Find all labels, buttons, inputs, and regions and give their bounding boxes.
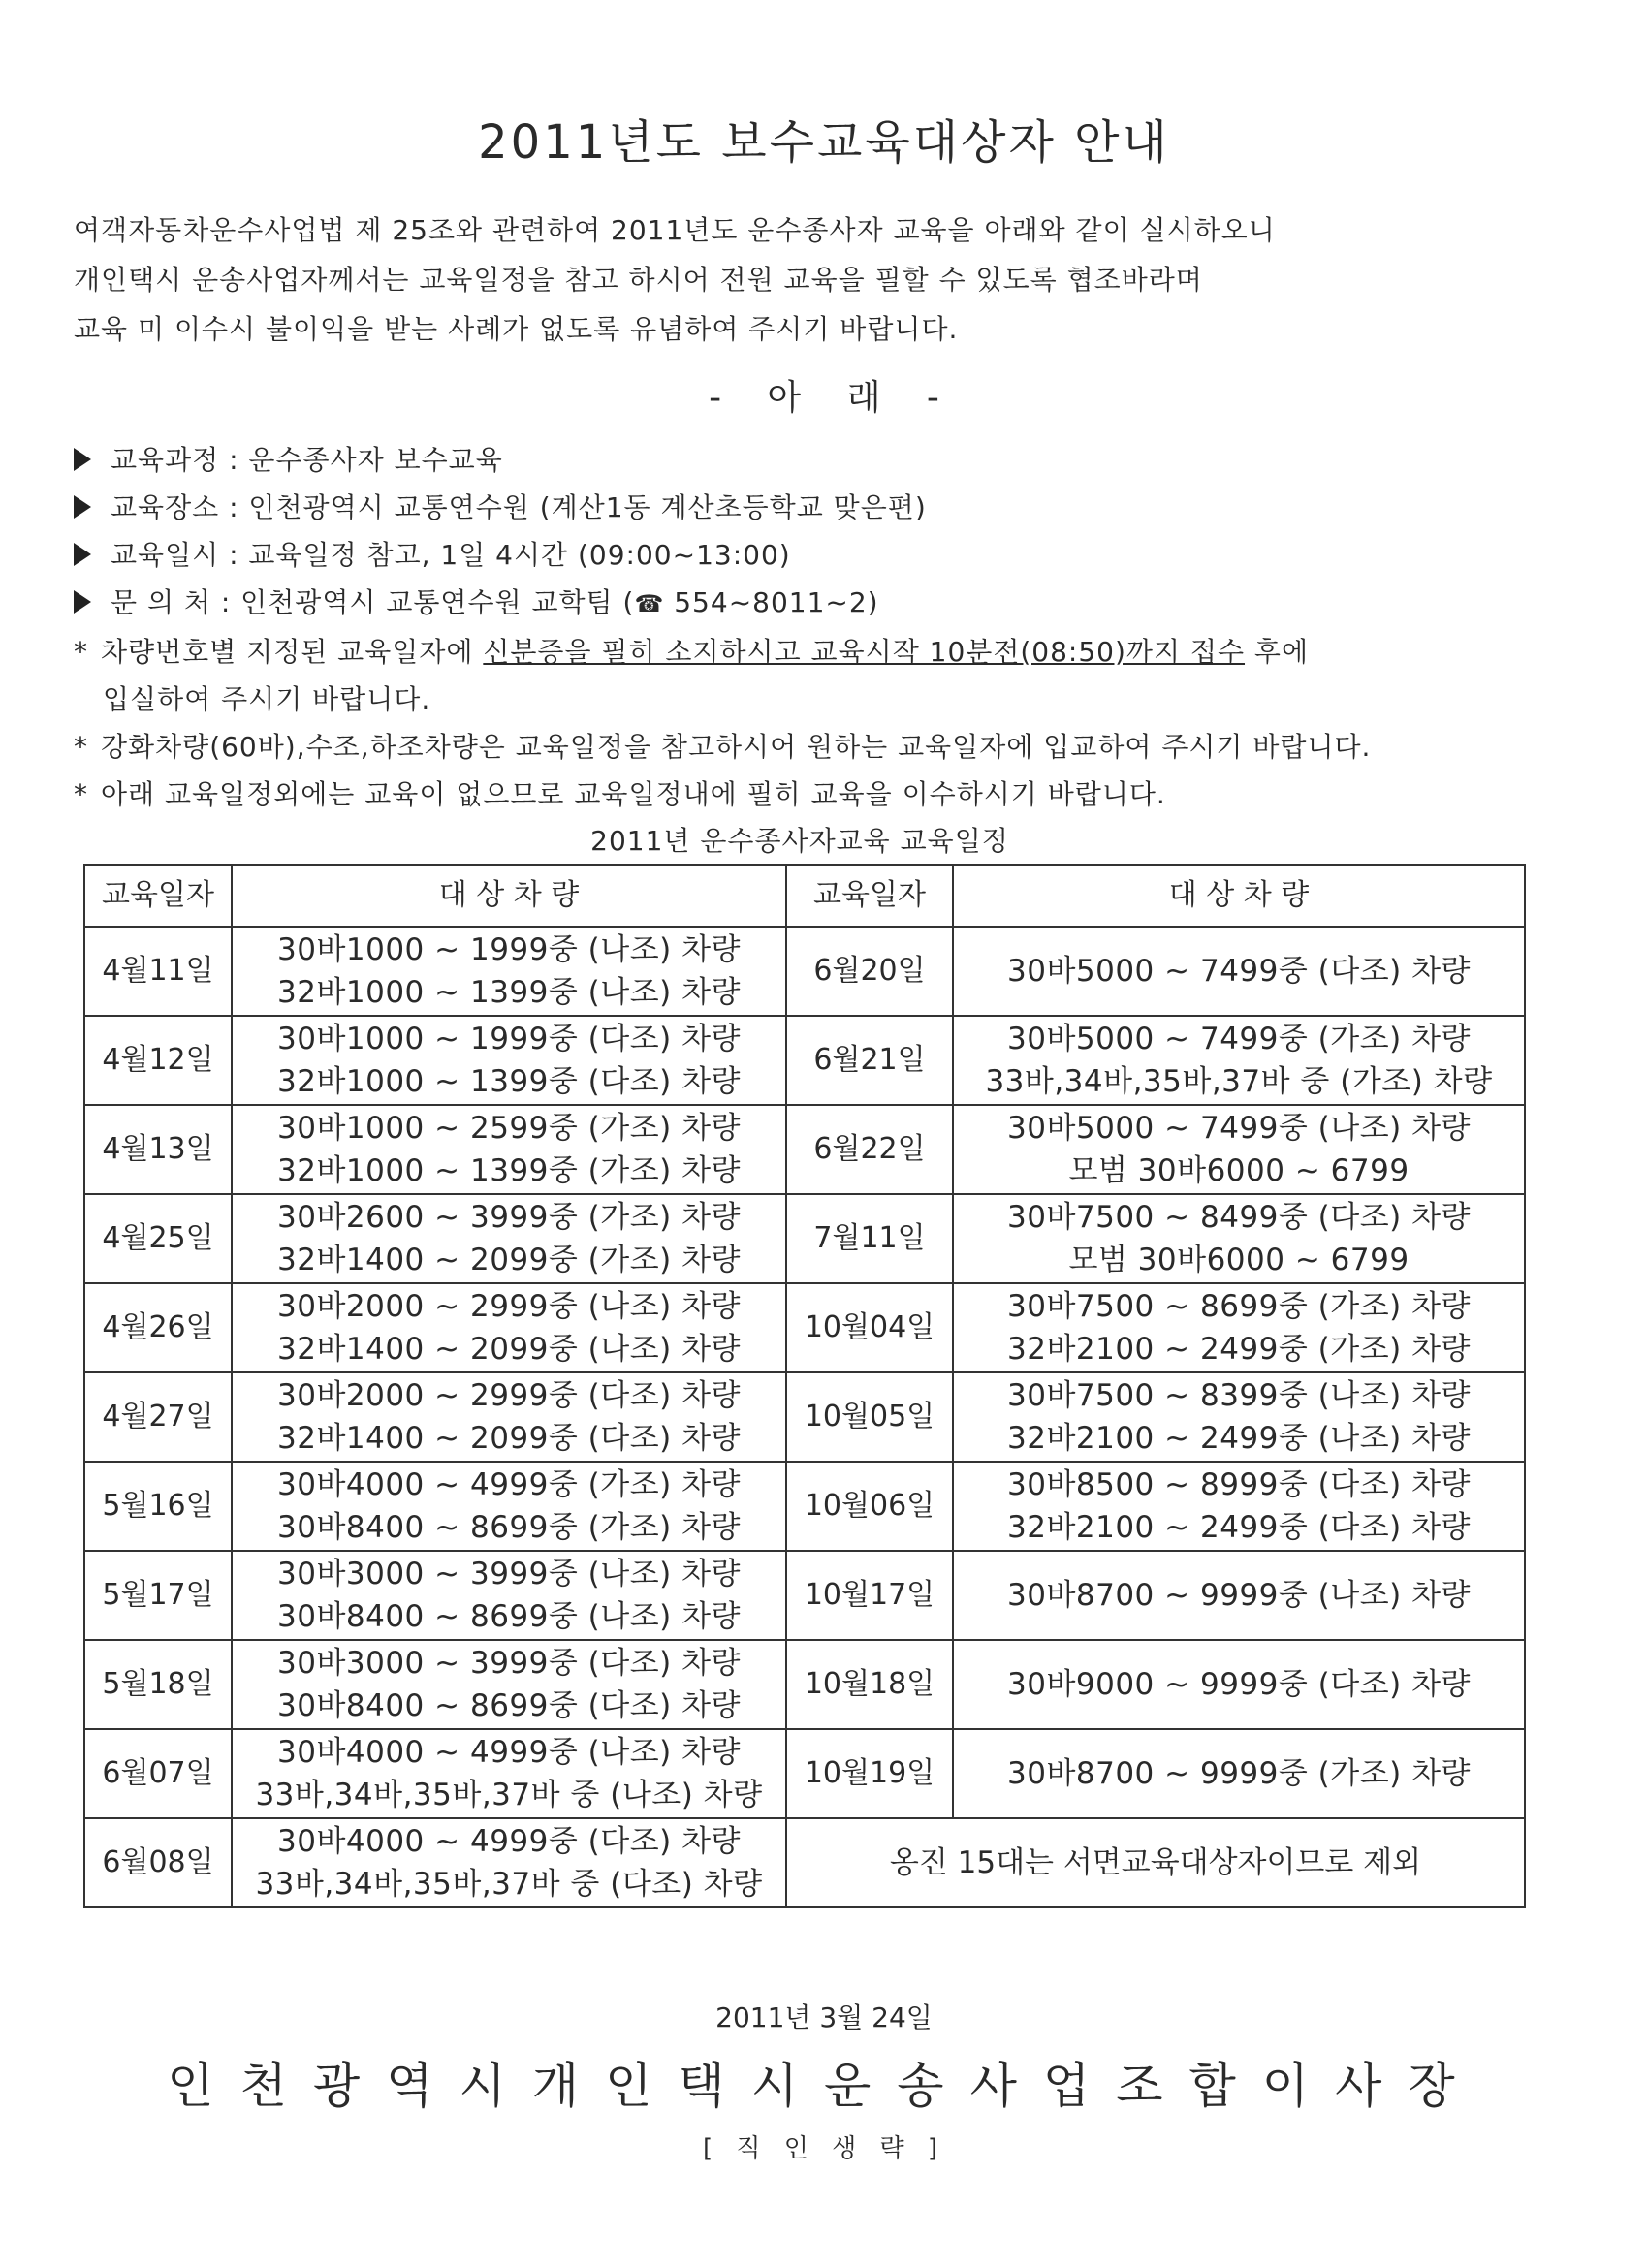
vehicle-range-cell [232, 1729, 786, 1818]
vehicle-range-cell [232, 927, 786, 1016]
intro-line: 교육 미 이수시 불이익을 받는 사례가 없도록 유념하여 주시기 바랍니다. [74, 313, 959, 345]
contact-number: 554~8011~2) [664, 586, 879, 618]
vehicle-range: 30바5000 ~ 7499중 (가조) 차량 [1007, 1022, 1471, 1056]
table-row [84, 1729, 1525, 1818]
table-row [84, 1194, 1525, 1283]
document-title: 2011년도 보수교육대상자 안내 [478, 115, 1170, 170]
header-date: 교육일자 [786, 865, 953, 927]
vehicle-range-cell [953, 1283, 1525, 1372]
detail-contact: 문 의 처 : 인천광역시 교통연수원 교학팀 ( [111, 586, 635, 618]
vehicle-range: 32바2100 ~ 2499중 (나조) 차량 [1007, 1421, 1471, 1456]
issuer-name: 인천광역시개인택시운송사업조합이사장 [167, 2058, 1481, 2114]
note-text: 강화차량(60바),수조,하조차량은 교육일정을 참고하시어 원하는 교육일자에 입교하여 주시기 바랍니다. [101, 731, 1372, 763]
schedule-date: 6월07일 [84, 1729, 232, 1818]
vehicle-range: 32바1400 ~ 2099중 (나조) 차량 [277, 1332, 741, 1367]
vehicle-range: 32바2100 ~ 2499중 (가조) 차량 [1007, 1332, 1471, 1367]
phone-icon: ☎ [634, 590, 665, 617]
vehicle-range: 30바4000 ~ 4999중 (가조) 차량 [277, 1467, 741, 1502]
vehicle-range: 33바,34바,35바,37바 중 (나조) 차량 [255, 1778, 763, 1812]
schedule-date: 10월17일 [786, 1551, 953, 1640]
triangle-bullet-icon [74, 590, 91, 614]
note-item [74, 628, 1625, 676]
note-text: 아래 교육일정외에는 교육이 없으므로 교육일정내에 필히 교육을 이수하시기 바랍니다. [101, 778, 1166, 810]
schedule-date: 5월18일 [84, 1640, 232, 1729]
triangle-bullet-icon [74, 543, 91, 566]
table-row [84, 927, 1525, 1016]
schedule-date: 4월27일 [84, 1372, 232, 1462]
vehicle-range: 30바8500 ~ 8999중 (다조) 차량 [1007, 1467, 1471, 1502]
schedule-date: 10월05일 [786, 1372, 953, 1462]
vehicle-range-cell [232, 1551, 786, 1640]
vehicle-range: 30바2000 ~ 2999중 (다조) 차량 [277, 1378, 741, 1413]
note-text: 후에 [1245, 636, 1310, 668]
vehicle-range: 30바1000 ~ 2599중 (가조) 차량 [277, 1111, 741, 1146]
vehicle-range: 모범 30바6000 ~ 6799 [1068, 1243, 1410, 1277]
header-vehicles: 대 상 차 량 [232, 865, 786, 927]
asterisk-bullet: * [74, 731, 88, 763]
table-row [84, 1640, 1525, 1729]
vehicle-range-cell [953, 1462, 1525, 1551]
vehicle-range: 30바8400 ~ 8699중 (다조) 차량 [277, 1688, 741, 1723]
detail-item [74, 484, 1625, 531]
vehicle-range-cell [953, 927, 1525, 1016]
header-date: 교육일자 [84, 865, 232, 927]
table-row [84, 1372, 1525, 1462]
vehicle-range: 32바2100 ~ 2499중 (다조) 차량 [1007, 1510, 1471, 1545]
intro-paragraph [74, 205, 1586, 354]
vehicle-range-cell [232, 1283, 786, 1372]
note-continuation: 입실하여 주시기 바랍니다. [103, 683, 431, 715]
seal-omitted-note: [ 직 인 생 략 ] [702, 2134, 946, 2163]
note-item [74, 723, 1625, 771]
schedule-date: 6월20일 [786, 927, 953, 1016]
vehicle-range: 30바8700 ~ 9999중 (나조) 차량 [1007, 1578, 1471, 1613]
schedule-date: 6월08일 [84, 1818, 232, 1907]
vehicle-range: 33바,34바,35바,37바 중 (다조) 차량 [255, 1867, 763, 1902]
vehicle-range: 30바8400 ~ 8699중 (가조) 차량 [277, 1510, 741, 1545]
vehicle-range-cell [232, 1462, 786, 1551]
schedule-date: 10월06일 [786, 1462, 953, 1551]
vehicle-range: 30바2000 ~ 2999중 (나조) 차량 [277, 1289, 741, 1324]
vehicle-range: 32바1400 ~ 2099중 (가조) 차량 [277, 1243, 741, 1277]
vehicle-range: 32바1000 ~ 1399중 (나조) 차량 [277, 975, 741, 1010]
vehicle-range: 30바2600 ~ 3999중 (가조) 차량 [277, 1200, 741, 1235]
schedule-date: 4월12일 [84, 1016, 232, 1105]
detail-item [74, 579, 1625, 628]
table-row [84, 1016, 1525, 1105]
vehicle-range: 30바4000 ~ 4999중 (나조) 차량 [277, 1735, 741, 1770]
section-heading: - 아 래 - [709, 378, 939, 418]
vehicle-range-cell [232, 1372, 786, 1462]
schedule-date: 4월25일 [84, 1194, 232, 1283]
vehicle-range-cell [953, 1551, 1525, 1640]
vehicle-range: 33바,34바,35바,37바 중 (가조) 차량 [985, 1064, 1493, 1099]
vehicle-range: 30바7500 ~ 8699중 (가조) 차량 [1007, 1289, 1471, 1324]
vehicle-range-cell [953, 1372, 1525, 1462]
intro-line: 개인택시 운송사업자께서는 교육일정을 참고 하시어 전원 교육을 필할 수 있도록 협조바라며 [74, 264, 1203, 296]
vehicle-range: 30바9000 ~ 9999중 (다조) 차량 [1007, 1667, 1471, 1702]
vehicle-range-cell [953, 1729, 1525, 1818]
table-row [84, 1283, 1525, 1372]
schedule-date: 10월04일 [786, 1283, 953, 1372]
table-row [84, 1105, 1525, 1194]
vehicle-range: 32바1000 ~ 1399중 (가조) 차량 [277, 1153, 741, 1188]
table-row [84, 1551, 1525, 1640]
vehicle-range: 30바3000 ~ 3999중 (나조) 차량 [277, 1557, 741, 1591]
vehicle-range-cell [232, 1818, 786, 1907]
vehicle-range: 30바5000 ~ 7499중 (나조) 차량 [1007, 1111, 1471, 1146]
schedule-date: 10월19일 [786, 1729, 953, 1818]
detail-item [74, 531, 1625, 579]
schedule-date: 6월22일 [786, 1105, 953, 1194]
note-emphasis: 신분증을 필히 소지하시고 교육시작 10분전(08:50)까지 접수 [483, 636, 1246, 668]
schedule-date: 4월26일 [84, 1283, 232, 1372]
schedule-date: 4월11일 [84, 927, 232, 1016]
detail-course: 교육과정 : 운수종사자 보수교육 [111, 444, 503, 476]
schedule-title: 2011년 운수종사자교육 교육일정 [590, 825, 1009, 857]
exclusion-note: 옹진 15대는 서면교육대상자이므로 제외 [786, 1818, 1525, 1907]
detail-item [74, 436, 1625, 484]
table-row [84, 1462, 1525, 1551]
vehicle-range: 30바8700 ~ 9999중 (가조) 차량 [1007, 1756, 1471, 1791]
schedule-date: 4월13일 [84, 1105, 232, 1194]
schedule-date: 7월11일 [786, 1194, 953, 1283]
triangle-bullet-icon [74, 448, 91, 471]
schedule-date: 10월18일 [786, 1640, 953, 1729]
vehicle-range-cell [232, 1194, 786, 1283]
schedule-table [83, 864, 1526, 1908]
vehicle-range: 32바1400 ~ 2099중 (다조) 차량 [277, 1421, 741, 1456]
intro-line: 여객자동차운수사업법 제 25조와 관련하여 2011년도 운수종사자 교육을 아래와 같이 실시하오니 [74, 214, 1276, 246]
note-item [74, 771, 1625, 818]
vehicle-range: 모범 30바6000 ~ 6799 [1068, 1153, 1410, 1188]
header-vehicles: 대 상 차 량 [953, 865, 1525, 927]
asterisk-bullet: * [74, 778, 88, 810]
vehicle-range: 30바4000 ~ 4999중 (다조) 차량 [277, 1824, 741, 1859]
asterisk-bullet: * [74, 636, 88, 668]
table-row [84, 1818, 1525, 1907]
triangle-bullet-icon [74, 495, 91, 519]
details-list [74, 436, 1625, 818]
vehicle-range-cell [232, 1016, 786, 1105]
vehicle-range: 30바5000 ~ 7499중 (다조) 차량 [1007, 954, 1471, 989]
vehicle-range-cell [953, 1194, 1525, 1283]
table-header-row [84, 865, 1525, 927]
detail-time: 교육일시 : 교육일정 참고, 1일 4시간 (09:00~13:00) [111, 539, 791, 571]
vehicle-range-cell [953, 1640, 1525, 1729]
vehicle-range-cell [953, 1105, 1525, 1194]
vehicle-range-cell [953, 1016, 1525, 1105]
vehicle-range: 30바7500 ~ 8399중 (나조) 차량 [1007, 1378, 1471, 1413]
vehicle-range: 32바1000 ~ 1399중 (다조) 차량 [277, 1064, 741, 1099]
detail-location: 교육장소 : 인천광역시 교통연수원 (계산1동 계산초등학교 맞은편) [111, 491, 927, 523]
vehicle-range-cell [232, 1640, 786, 1729]
schedule-date: 6월21일 [786, 1016, 953, 1105]
vehicle-range: 30바3000 ~ 3999중 (다조) 차량 [277, 1646, 741, 1681]
vehicle-range: 30바7500 ~ 8499중 (다조) 차량 [1007, 1200, 1471, 1235]
vehicle-range-cell [232, 1105, 786, 1194]
schedule-date: 5월16일 [84, 1462, 232, 1551]
note-text: 차량번호별 지정된 교육일자에 [101, 636, 484, 668]
issue-date: 2011년 3월 24일 [715, 2001, 933, 2033]
vehicle-range: 30바8400 ~ 8699중 (나조) 차량 [277, 1599, 741, 1634]
vehicle-range: 30바1000 ~ 1999중 (다조) 차량 [277, 1022, 741, 1056]
vehicle-range: 30바1000 ~ 1999중 (나조) 차량 [277, 932, 741, 967]
schedule-date: 5월17일 [84, 1551, 232, 1640]
schedule-body [84, 927, 1525, 1907]
